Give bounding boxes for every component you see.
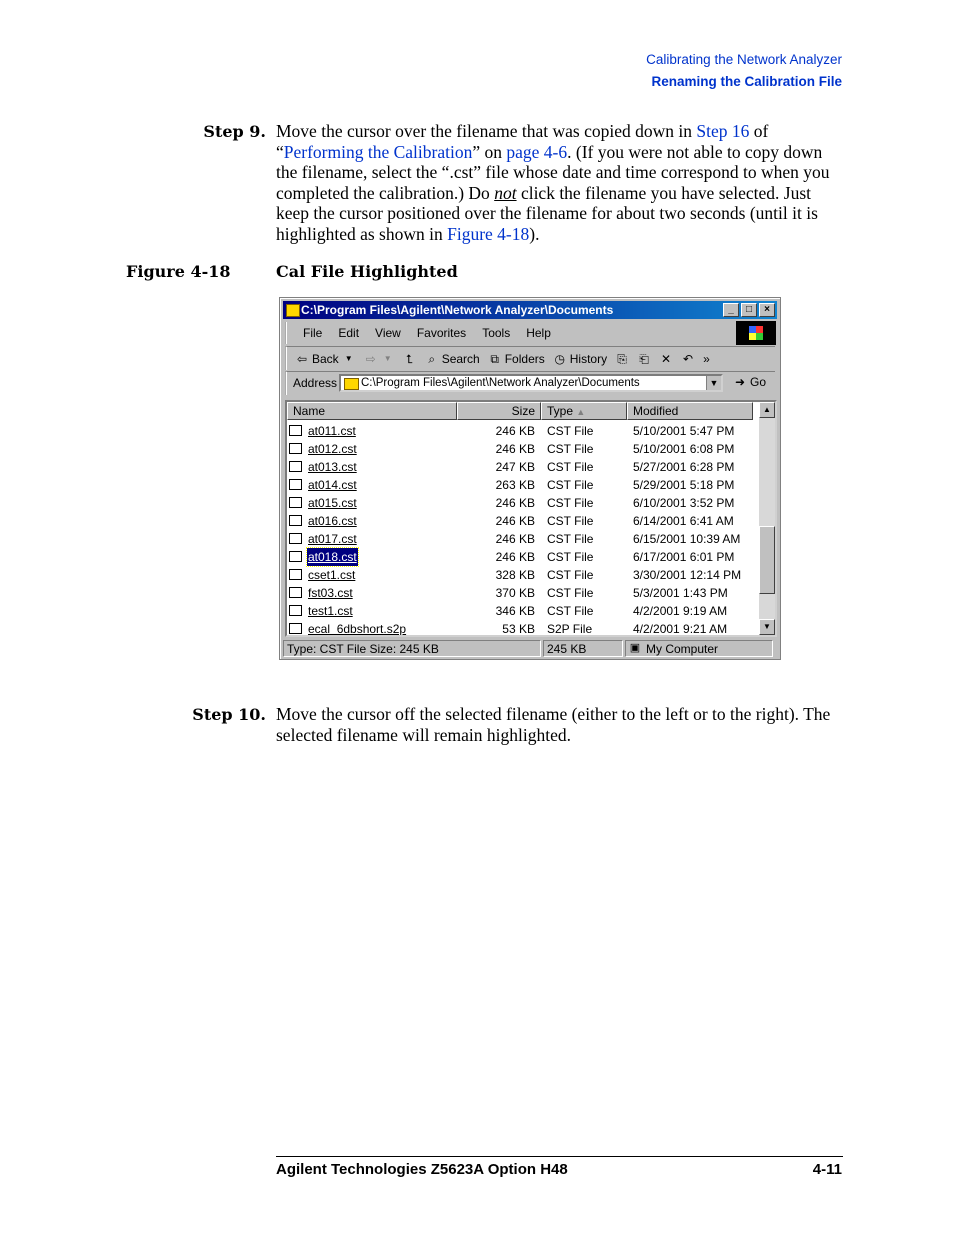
file-name[interactable]: at012.cst (308, 442, 357, 456)
file-modified: 5/29/2001 5:18 PM (633, 478, 735, 492)
file-icon (289, 425, 302, 436)
performing-calibration-link[interactable]: Performing the Calibration (283, 141, 473, 162)
file-size: 246 KB (495, 496, 535, 510)
file-icon (289, 605, 302, 616)
file-type: CST File (547, 496, 594, 510)
address-dropdown-button[interactable]: ▼ (706, 376, 721, 390)
file-icon (289, 443, 302, 454)
file-name[interactable]: at013.cst (308, 460, 357, 474)
file-row[interactable] (287, 584, 761, 602)
file-modified: 5/27/2001 6:28 PM (633, 460, 735, 474)
file-modified: 6/17/2001 6:01 PM (633, 550, 735, 564)
file-size: 246 KB (495, 442, 535, 456)
chevron-down-icon: ▼ (344, 353, 353, 363)
file-row[interactable] (287, 494, 761, 512)
page-number: 4-11 (812, 1161, 842, 1178)
delete-button[interactable] (659, 352, 673, 366)
footer-title: Agilent Technologies Z5623A Option H48 (276, 1161, 568, 1178)
toolbar (285, 346, 775, 370)
address-field[interactable]: C:\Program Files\Agilent\Network Analyzer\Documents ▼ (339, 374, 723, 392)
file-row[interactable] (287, 566, 761, 584)
search-icon: ⌕ (428, 351, 436, 366)
vertical-scrollbar[interactable] (759, 402, 775, 635)
file-modified: 4/2/2001 9:19 AM (633, 604, 728, 618)
menu-file[interactable]: File (303, 326, 323, 340)
file-type: CST File (547, 478, 594, 492)
move-to-icon: ⎘ (617, 351, 627, 366)
file-icon (289, 533, 302, 544)
minimize-button[interactable]: _ (723, 303, 739, 317)
copy-to-button[interactable] (637, 352, 651, 366)
scroll-thumb[interactable] (759, 526, 775, 594)
file-modified: 4/2/2001 9:21 AM (633, 622, 728, 636)
step9-text: Move the cursor over the filename that was copied down in Step 16 of “Performing the Calibration” on page 4-6. (If you were not able to copy down the filename, select the “.cst” file whose date and time correspond to when you completed the calibration.) Do not click the filename you have selected. Just keep the cursor positioned over the filename for about two seconds (until it is highlighted as shown in Figure 4-18). (276, 121, 830, 244)
file-size: 246 KB (495, 550, 535, 564)
file-type: S2P File (547, 622, 593, 636)
back-arrow-icon: ⇦ (296, 351, 308, 366)
column-modified[interactable]: Modified (627, 402, 753, 420)
column-size[interactable]: Size (457, 402, 541, 420)
footer-rule (276, 1156, 843, 1157)
menu-tools[interactable]: Tools (482, 326, 511, 340)
file-size: 346 KB (495, 604, 535, 618)
page-4-6-link[interactable]: page 4-6 (506, 141, 568, 162)
file-name[interactable]: at015.cst (308, 496, 357, 510)
file-row[interactable] (287, 440, 761, 458)
menu-view[interactable]: View (375, 326, 401, 340)
go-button[interactable]: ➜ Go (734, 375, 767, 389)
file-type: CST File (547, 532, 594, 546)
step9-label: Step 9. (203, 122, 266, 141)
history-button[interactable]: ◷ History (554, 351, 608, 366)
file-size: 370 KB (495, 586, 535, 600)
windows-logo-icon (736, 321, 776, 345)
move-to-button[interactable] (615, 352, 629, 366)
computer-icon: ▣ (629, 642, 641, 654)
column-headers (287, 402, 753, 420)
file-modified: 5/3/2001 1:43 PM (633, 586, 728, 600)
file-icon (289, 551, 302, 562)
file-name[interactable]: ecal_6dbshort.s2p (308, 622, 407, 636)
scroll-up-button[interactable]: ▲ (759, 402, 775, 418)
copy-to-icon: ⎗ (639, 351, 649, 366)
file-row[interactable] (287, 512, 761, 530)
address-label: Address (293, 376, 338, 390)
file-name[interactable]: at016.cst (308, 514, 357, 528)
file-name[interactable]: at018.cst (308, 550, 357, 564)
delete-icon: ✕ (661, 351, 672, 366)
file-type: CST File (547, 424, 594, 438)
file-name[interactable]: test1.cst (308, 604, 353, 618)
file-name[interactable]: at017.cst (308, 532, 357, 546)
status-zone: ▣ My Computer (625, 640, 773, 657)
file-size: 263 KB (495, 478, 535, 492)
back-button[interactable]: ⇦ Back ▼ (295, 352, 356, 366)
folder-icon (344, 378, 359, 390)
toolbar-overflow-button[interactable]: » (703, 351, 710, 366)
file-list (285, 400, 777, 637)
file-name[interactable]: at014.cst (308, 478, 357, 492)
file-row[interactable] (287, 548, 761, 566)
file-modified: 5/10/2001 5:47 PM (633, 424, 735, 438)
address-bar (285, 371, 775, 395)
column-name[interactable]: Name (287, 402, 457, 420)
file-icon (289, 623, 302, 634)
figure-4-18-link[interactable]: Figure 4-18 (447, 223, 530, 244)
go-arrow-icon: ➜ (734, 375, 746, 389)
file-row[interactable] (287, 422, 761, 440)
file-row[interactable] (287, 530, 761, 548)
step10-label: Step 10. (192, 705, 266, 724)
file-type: CST File (547, 442, 594, 456)
running-header-chapter: Calibrating the Network Analyzer (646, 52, 842, 67)
maximize-button[interactable]: □ (741, 303, 757, 317)
step10-text: Move the cursor off the selected filename (either to the left or to the right). The selected filename will remain highlighted. (276, 704, 831, 745)
forward-arrow-icon: ⇨ (365, 351, 376, 366)
file-type: CST File (547, 568, 594, 582)
status-bar (283, 640, 777, 657)
file-modified: 5/10/2001 6:08 PM (633, 442, 735, 456)
forward-button[interactable] (364, 352, 395, 366)
history-icon: ◷ (554, 351, 565, 366)
file-size: 246 KB (495, 424, 535, 438)
file-modified: 6/14/2001 6:41 AM (633, 514, 734, 528)
search-button[interactable]: ⌕ Search (425, 352, 480, 366)
window-titlebar[interactable] (283, 301, 777, 319)
file-icon (289, 479, 302, 490)
file-row[interactable] (287, 458, 761, 476)
file-icon (289, 515, 302, 526)
figure-label: Figure 4-18 (126, 262, 231, 281)
undo-icon: ↶ (683, 351, 694, 366)
file-name[interactable]: fst03.cst (308, 586, 353, 600)
folders-icon: ⧉ (490, 351, 499, 366)
file-size: 328 KB (495, 568, 535, 582)
column-type[interactable]: Type ▲ (541, 402, 627, 420)
folders-button[interactable]: ⧉ Folders (488, 352, 545, 366)
explorer-window (279, 297, 781, 660)
running-header-section: Renaming the Calibration File (651, 74, 842, 89)
file-type: CST File (547, 514, 594, 528)
file-size: 246 KB (495, 532, 535, 546)
step16-link[interactable]: Step 16 (696, 121, 750, 141)
window-title: C:\Program Files\Agilent\Network Analyzer\Documents (301, 303, 614, 317)
file-icon (289, 461, 302, 472)
status-type-size: Type: CST File Size: 245 KB (283, 640, 541, 657)
file-icon (289, 587, 302, 598)
file-size: 246 KB (495, 514, 535, 528)
scroll-down-button[interactable]: ▼ (759, 619, 775, 635)
file-name[interactable]: cset1.cst (308, 568, 356, 582)
file-type: CST File (547, 586, 594, 600)
file-row[interactable] (287, 476, 761, 494)
file-type: CST File (547, 604, 594, 618)
file-type: CST File (547, 460, 594, 474)
sort-ascending-icon: ▲ (576, 407, 586, 417)
undo-button[interactable] (681, 352, 695, 366)
folder-icon (286, 304, 300, 317)
file-row[interactable] (287, 602, 761, 620)
file-type: CST File (547, 550, 594, 564)
up-folder-icon: ⮤ (406, 351, 414, 366)
chevron-down-icon: ▼ (383, 353, 392, 363)
menu-favorites[interactable]: Favorites (416, 326, 467, 340)
file-modified: 6/15/2001 10:39 AM (633, 532, 741, 546)
file-modified: 6/10/2001 3:52 PM (633, 496, 735, 510)
file-name[interactable]: at011.cst (308, 424, 356, 438)
file-size: 247 KB (495, 460, 535, 474)
status-size: 245 KB (543, 640, 623, 657)
file-icon (289, 497, 302, 508)
figure-title: Cal File Highlighted (276, 262, 458, 281)
menu-bar (285, 322, 731, 344)
close-button[interactable]: × (759, 303, 775, 317)
up-folder-button[interactable] (403, 352, 417, 366)
file-size: 53 KB (502, 622, 535, 636)
file-icon (289, 569, 302, 580)
menu-help[interactable]: Help (526, 326, 551, 340)
file-row[interactable] (287, 620, 761, 637)
menu-edit[interactable]: Edit (338, 326, 360, 340)
file-modified: 3/30/2001 12:14 PM (633, 568, 742, 582)
